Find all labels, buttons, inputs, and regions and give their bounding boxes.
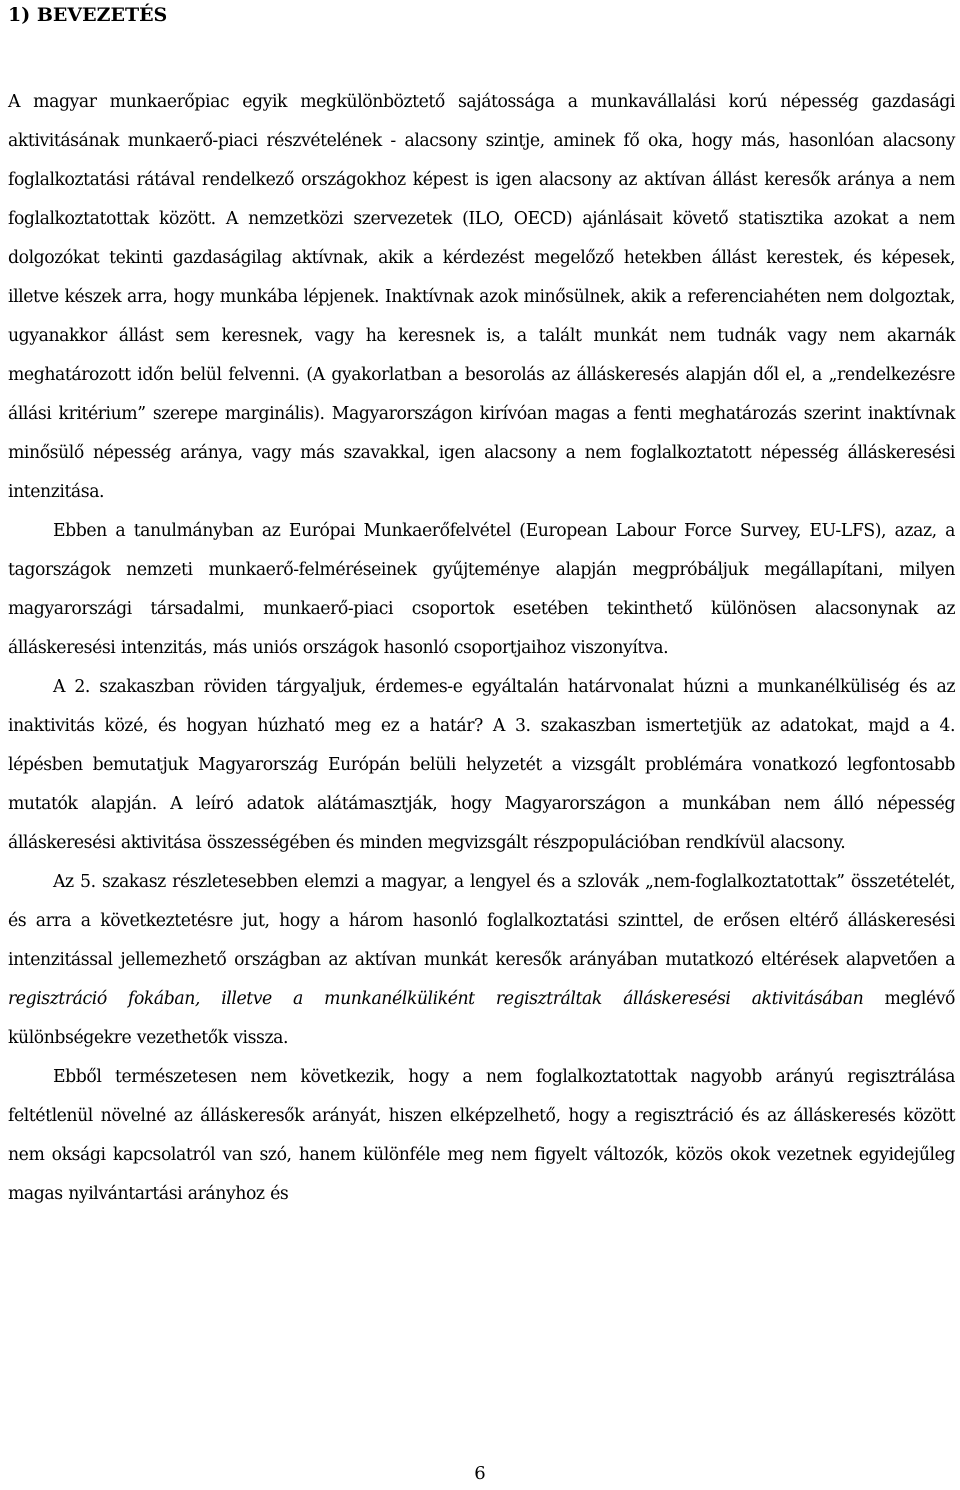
- section-heading: 1) BEVEZETÉS: [8, 4, 168, 26]
- paragraph-intro: A magyar munkaerőpiac egyik megkülönböztető sajátossága a munkavállalási korú népesség gazdasági aktivitásának munkaerő-piaci részvételének - alacsony szintje, aminek fő oka, hogy más, hasonlóan alacsony foglalkoztatási rátával rendelkező országokhoz képest is igen alacsony az aktívan állást keresők aránya a nem foglalkoztatottak között. A nemzetközi szervezetek (ILO, OECD) ajánlásait követő statisztika azokat a nem dolgozókat tekinti gazdaságilag aktívnak, akik a kérdezést megelőző hetekben állást kerestek, és képesek, illetve készek arra, hogy munkába lépjenek. Inaktívnak azok minősülnek, akik a referenciahéten nem dolgoztak, ugyanakkor állást sem keresnek, vagy ha keresnek is, a talált munkát nem tudnák vagy nem akarnák meghatározott időn belül felvenni. (A gyakorlatban a besorolás az álláskeresés alapján dől el, a „rendelkezésre állási kritérium” szerepe marginális). Magyarországon kirívóan magas a fenti meghatározás szerint inaktívnak minősülő népesség aránya, vagy más szavakkal, igen alacsony a nem foglalkoztatott népesség álláskeresési intenzitása.: [8, 92, 955, 502]
- body-text: [8, 83, 955, 1214]
- page-number: 6: [474, 1463, 486, 1484]
- paragraph-structure: A 2. szakaszban röviden tárgyaljuk, érdemes-e egyáltalán határvonalat húzni a munkanélküliség és az inaktivitás közé, és hogyan húzható meg ez a határ? A 3. szakaszban ismertetjük az adatokat, majd a 4. lépésben bemutatjuk Magyarország Európán belüli helyzetét a vizsgált problémára vonatkozó legfontosabb mutatók alapján. A leíró adatok alátámasztják, hogy Magyarországon a munkában nem álló népesség álláskeresési aktivitása összességében és minden megvizsgált részpopulációban rendkívül alacsony.: [8, 677, 955, 853]
- paragraph-study-aim: Ebben a tanulmányban az Európai Munkaerőfelvétel (European Labour Force Survey, EU-LFS), azaz, a tagországok nemzeti munkaerő-felméréseinek gyűjteménye alapján megpróbáljuk megállapítani, milyen magyarországi társadalmi, munkaerő-piaci csoportok esetében tekinthető különösen alacsonynak az álláskeresési intenzitás, más uniós országok hasonló csoportjaihoz viszonyítva.: [8, 521, 955, 658]
- paragraph-section-5-text: Az 5. szakasz részletesebben elemzi a magyar, a lengyel és a szlovák „nem-foglalkoztatottak” összetételét, és arra a következtetésre jut, hogy a három hasonló foglalkoztatási szinttel, de erősen eltérő álláskeresési intenzitással jellemezhető országban az aktívan munkát keresők arányában mutatkozó eltérések alapvetően a: [8, 872, 955, 970]
- paragraph-section-5-ending: meglévő különbségekre vezethetők vissza.: [8, 989, 955, 1048]
- paragraph-conclusion: Ebből természetesen nem következik, hogy a nem foglalkoztatottak nagyobb arányú regisztrálása feltétlenül növelné az álláskeresők arányát, hiszen elképzelhető, hogy a regisztráció és az álláskeresés között nem oksági kapcsolatról van szó, hanem különféle meg nem figyelt változók, közös okok vezetnek egyidejűleg magas nyilvántartási arányhoz és: [8, 1067, 955, 1204]
- paragraph-section-5-emphasis: regisztráció fokában, illetve a munkanélküliként regisztráltak álláskeresési aktivitásában: [8, 989, 864, 1009]
- paragraph-section-5: [8, 863, 955, 1058]
